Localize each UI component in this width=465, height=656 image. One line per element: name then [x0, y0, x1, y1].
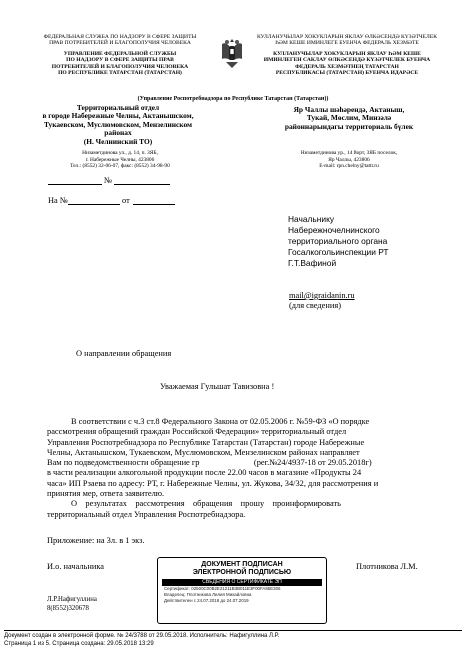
paragraph-line: в части реализации алкогольной продукции после 22.00 часов в магазине «Продукты 24 [47, 468, 362, 478]
header-left [30, 34, 210, 76]
reg-number-label: № [104, 176, 112, 185]
addressee-block [288, 214, 389, 269]
e-signature-stamp [157, 557, 327, 624]
executor-block [47, 596, 97, 614]
stamp-certificate-bar: СВЕДЕНИЯ О СЕРТИФИКАТЕ ЭП [162, 579, 322, 586]
department-name-line: ПО РЕСПУБЛИКЕ ТАТАРСТАН (ТАТАРСТАН) [58, 70, 182, 77]
stamp-title: ЭЛЕКТРОННОЙ ПОДПИСЬЮ [192, 569, 292, 576]
reply-from-date-line [133, 204, 175, 205]
signer-position: И.о. начальника [47, 562, 105, 571]
greeting: Уважаемая Гульшат Тавизовна ! [160, 382, 275, 391]
division-line: в городе Набережные Челны, Актанышском, [42, 111, 194, 121]
phone-line: Тел.: (8552) 32-06-07, факс: (8552) 34-98-90 [70, 163, 170, 170]
addressee-contact [289, 291, 355, 312]
paragraph-line: часа» ИП Рзаева по адресу: РТ, г. Набережные Челны, ул. Жукова, 34/32, для рассмотрения и [47, 478, 379, 488]
attachment-note: Приложение: на 3л. в 1 экз. [47, 536, 145, 545]
addressee-email-link[interactable]: mail@igraidanin.ru [289, 291, 355, 300]
addressee-line: Набережночелнинского [288, 225, 380, 235]
division-line: Яр Чаллы шәһәрендә, Актаныш, [293, 105, 405, 114]
signer-name: Плотникова Л.М. [356, 562, 418, 571]
division-line: Тукай, Мөслим, Минзәлә [306, 113, 392, 123]
paragraph-line: В соответствии с ч.3 ст.8 Федерального Закона от 02.05.2006 г. №59-ФЗ «О порядке [71, 417, 370, 426]
addressee-line: Госалкогольинспекции РТ [288, 247, 389, 257]
header-right-contacts [256, 150, 442, 170]
paragraph-line: Управления Роспотребнадзора по Республике Татарстан (Татарстан) городе Набережные [47, 437, 365, 447]
reg-date-line [48, 184, 102, 185]
agency-name-line: КУЛЛАНУЧЫЛАР ХОКУКЛАРЫН ЯКЛАУ ӨЛКӘСЕНДӘ КҮЗӘТЧЕЛЕК [257, 34, 437, 40]
header-left-contacts [30, 150, 210, 170]
header-right [252, 34, 442, 76]
footer-document-info: Документ создан в электронной форме. № 24/3788 от 29.05.2018. Исполнитель: Нафигуллина Л.Р. [4, 633, 280, 639]
stamp-certificate: Сертификат: 02500C00B2E21211B3B011E3F00FA85E306 [164, 586, 281, 591]
department-name-line: ПО НАДЗОРУ В СФЕРЕ ЗАЩИТЫ ПРАВ [66, 57, 174, 64]
coat-of-arms-icon [216, 36, 248, 72]
paragraph-line: О результатах рассмотрения обращения прошу проинформировать [71, 499, 341, 509]
stamp-title: ДОКУМЕНТ ПОДПИСАН [201, 561, 283, 568]
addressee-line: Начальнику [288, 214, 335, 224]
reply-to-number-line [68, 204, 120, 205]
header-center-line [60, 96, 406, 102]
agency-name-line: ҺӘМ КЕШЕ ИМИНЛЕГЕ БУЕНЧА ФЕДЕРАЛЬ ХЕЗМӘТЕ [275, 40, 419, 47]
header-left-division [24, 104, 212, 146]
paragraph-line: Вам по подведомственности обращение гр (рег.№24/4937-18 от 29.05.2018г) [47, 458, 372, 468]
division-line: Тукаевском, Муслюмовском, Мензелинском [43, 119, 193, 129]
department-name-line: ПОТРЕБИТЕЛЕЙ И БЛАГОПОЛУЧИЯ ЧЕЛОВЕКА [51, 63, 189, 70]
addressee-line: Г.Т.Вафиной [288, 258, 337, 268]
footer-page-info: Страница 1 из 5. Страница создана: 29.05.2018 13:29 [4, 641, 154, 647]
department-name-line: КУЛЛАНУЧЫЛАР ХОКУКЛАРЫН ЯКЛАУ ҺӘМ КЕШЕ [273, 50, 421, 57]
page-footer [4, 630, 462, 648]
paragraph-line: территориальный отдел Управления Роспотребнадзора. [47, 509, 246, 519]
department-name-line: ФЕДЕРАЛЬ ХЕЗМӘТНЕҢ ТАТАРСТАН [295, 63, 399, 70]
paragraph-line: принятия мер, ответа заявителю. [47, 489, 165, 499]
header-right-division [256, 106, 442, 131]
stamp-owner: Владелец: Плотникова Лилия Михайловна [164, 592, 252, 598]
addressee-note: (для сведения) [289, 301, 341, 311]
main-text [47, 417, 437, 520]
department-name-line: УПРАВЛЕНИЕ ФЕДЕРАЛЬНОЙ СЛУЖБЫ [63, 50, 177, 57]
reg-number-line [114, 184, 170, 185]
paragraph-line: рассмотрения обращений граждан Российской Федерации» территориальный отдел [47, 427, 347, 437]
paragraph-line: Челны, Актанышском, Тукаевском, Муслюмовском, Мензелинском районах направляет [47, 447, 360, 457]
reply-from-label: от [122, 196, 130, 205]
email-line: E-mail: rpn.chelny@tattr.ru [319, 163, 379, 170]
address-line: Яр Чаллы, 423806 [328, 156, 370, 163]
address-line: Низаметдинова ул., д. 14, п. 3ЯБ, [82, 150, 158, 156]
division-line: районнарындагы территориаль бүлек [284, 121, 414, 131]
address-line: Низаметдинова ур., 14 йорт, 3ЯБ поселок, [300, 150, 398, 156]
subject-line: О направлении обращения [76, 349, 172, 358]
division-line: Территориальный отдел [76, 103, 160, 112]
department-name-line: РЕСПУБЛИКАСЫ (ТАТАРСТАН) БУЕНЧА ИДАРӘСЕ [275, 70, 419, 77]
agency-name-line: ФЕДЕРАЛЬНАЯ СЛУЖБА ПО НАДЗОРУ В СФЕРЕ ЗАЩИТЫ [43, 34, 197, 40]
department-short-name: (Управление Роспотребнадзора по Республике Татарстан (Татарстан)) [137, 96, 329, 102]
department-name-line: ИМИНЛЕГЕН САКЛАУ ӨЛКӘСЕНДӘ КҮЗӘТЧЕЛЕК БУЕНЧА [263, 57, 431, 64]
address-line: г. Набережные Челны, 423806 [85, 156, 155, 163]
executor-name: Л.Р.Нафигуллина [47, 596, 97, 603]
stamp-validity: Действителен с 24.07.2018 до 24.07.2019 [164, 598, 249, 604]
addressee-line: территориального органа [288, 236, 388, 246]
division-line: районах [104, 128, 132, 138]
agency-name-line: ПРАВ ПОТРЕБИТЕЛЕЙ И БЛАГОПОЛУЧИЯ ЧЕЛОВЕКА [49, 40, 191, 47]
executor-phone: 8(8552)320678 [47, 604, 89, 612]
reply-to-label: На № [48, 196, 68, 205]
division-line: (Н. Челнинский ТО) [83, 136, 153, 146]
